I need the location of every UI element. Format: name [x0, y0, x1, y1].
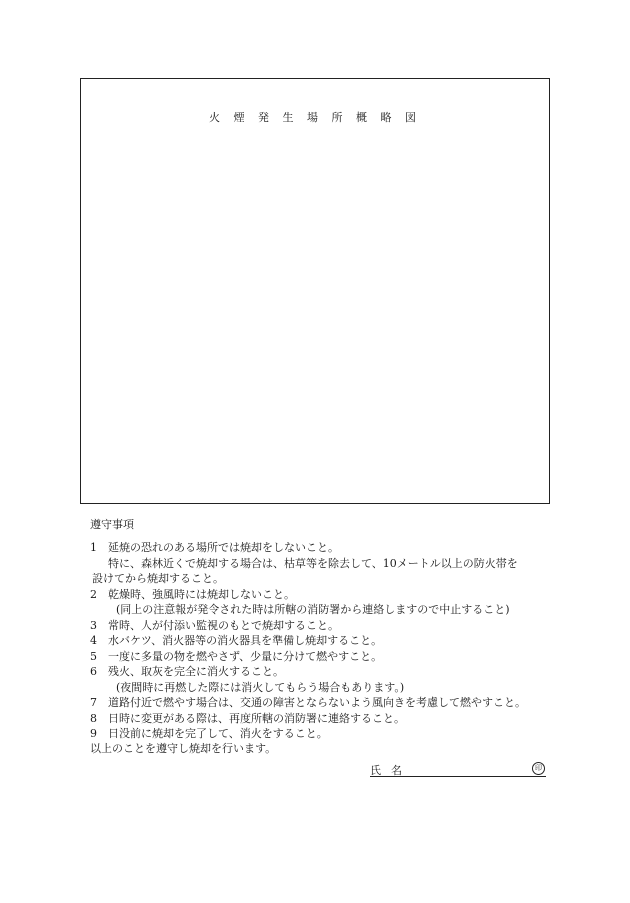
rule-continuation: 特に、森林近くで焼却する場合は、枯草等を除去して、10メートル以上の防火帯を: [108, 556, 518, 570]
rule-continuation: (夜間時に再燃した際には消火してもらう場合もあります。): [116, 680, 405, 694]
rule-text: 一度に多量の物を燃やさず、少量に分けて燃やすこと。: [108, 649, 383, 663]
declaration-text: 以上のことを遵守し焼却を行います。: [90, 742, 277, 755]
signature-label: 氏名: [370, 764, 412, 777]
rule-continuation: (同上の注意報が発令された時は所轄の消防署から連絡しますので中止すること): [116, 603, 510, 616]
rule-item: [90, 587, 560, 603]
rule-text: 日時に変更がある際は、再度所轄の消防署に連絡すること。: [108, 711, 405, 725]
rule-number: 3: [90, 618, 97, 632]
rule-item: [90, 664, 560, 680]
rule-item: [90, 633, 560, 649]
rule-text: 延焼の恐れのある場所では焼却をしないこと。: [108, 541, 339, 554]
sketch-area: [80, 78, 550, 504]
signature-line[interactable]: [370, 760, 546, 777]
rule-number: 8: [90, 711, 97, 725]
rule-item: [90, 711, 560, 727]
rules-list: [90, 540, 560, 742]
rule-item: [90, 695, 560, 711]
rule-number: 6: [90, 665, 97, 678]
rule-number: 4: [90, 634, 97, 647]
rule-text: 常時、人が付添い監視のもとで焼却すること。: [108, 618, 339, 632]
seal-icon: 印: [532, 762, 545, 775]
rule-continuation: 設けてから焼却すること。: [92, 572, 224, 585]
rule-number: 1: [90, 541, 97, 554]
rule-text: 水バケツ、消火器等の消火器具を準備し焼却すること。: [108, 634, 383, 647]
rule-number: 7: [90, 696, 97, 709]
rule-text: 乾燥時、強風時には焼却しないこと。: [108, 587, 295, 601]
rule-number: 9: [90, 727, 97, 740]
rule-number: 2: [90, 587, 97, 601]
sketch-title: 火 煙 発 生 場 所 概 略 図: [209, 111, 421, 124]
rules-heading: 遵守事項: [90, 518, 134, 531]
rule-item: [90, 540, 560, 556]
rule-text: 残火、取灰を完全に消火すること。: [108, 665, 284, 678]
rule-text: 道路付近で燃やす場合は、交通の障害とならないよう風向きを考慮して燃やすこと。: [108, 696, 526, 709]
rule-item: [90, 649, 560, 665]
rule-number: 5: [90, 649, 97, 663]
rule-item: [90, 618, 560, 634]
rule-text: 日没前に焼却を完了して、消火をすること。: [108, 727, 328, 740]
